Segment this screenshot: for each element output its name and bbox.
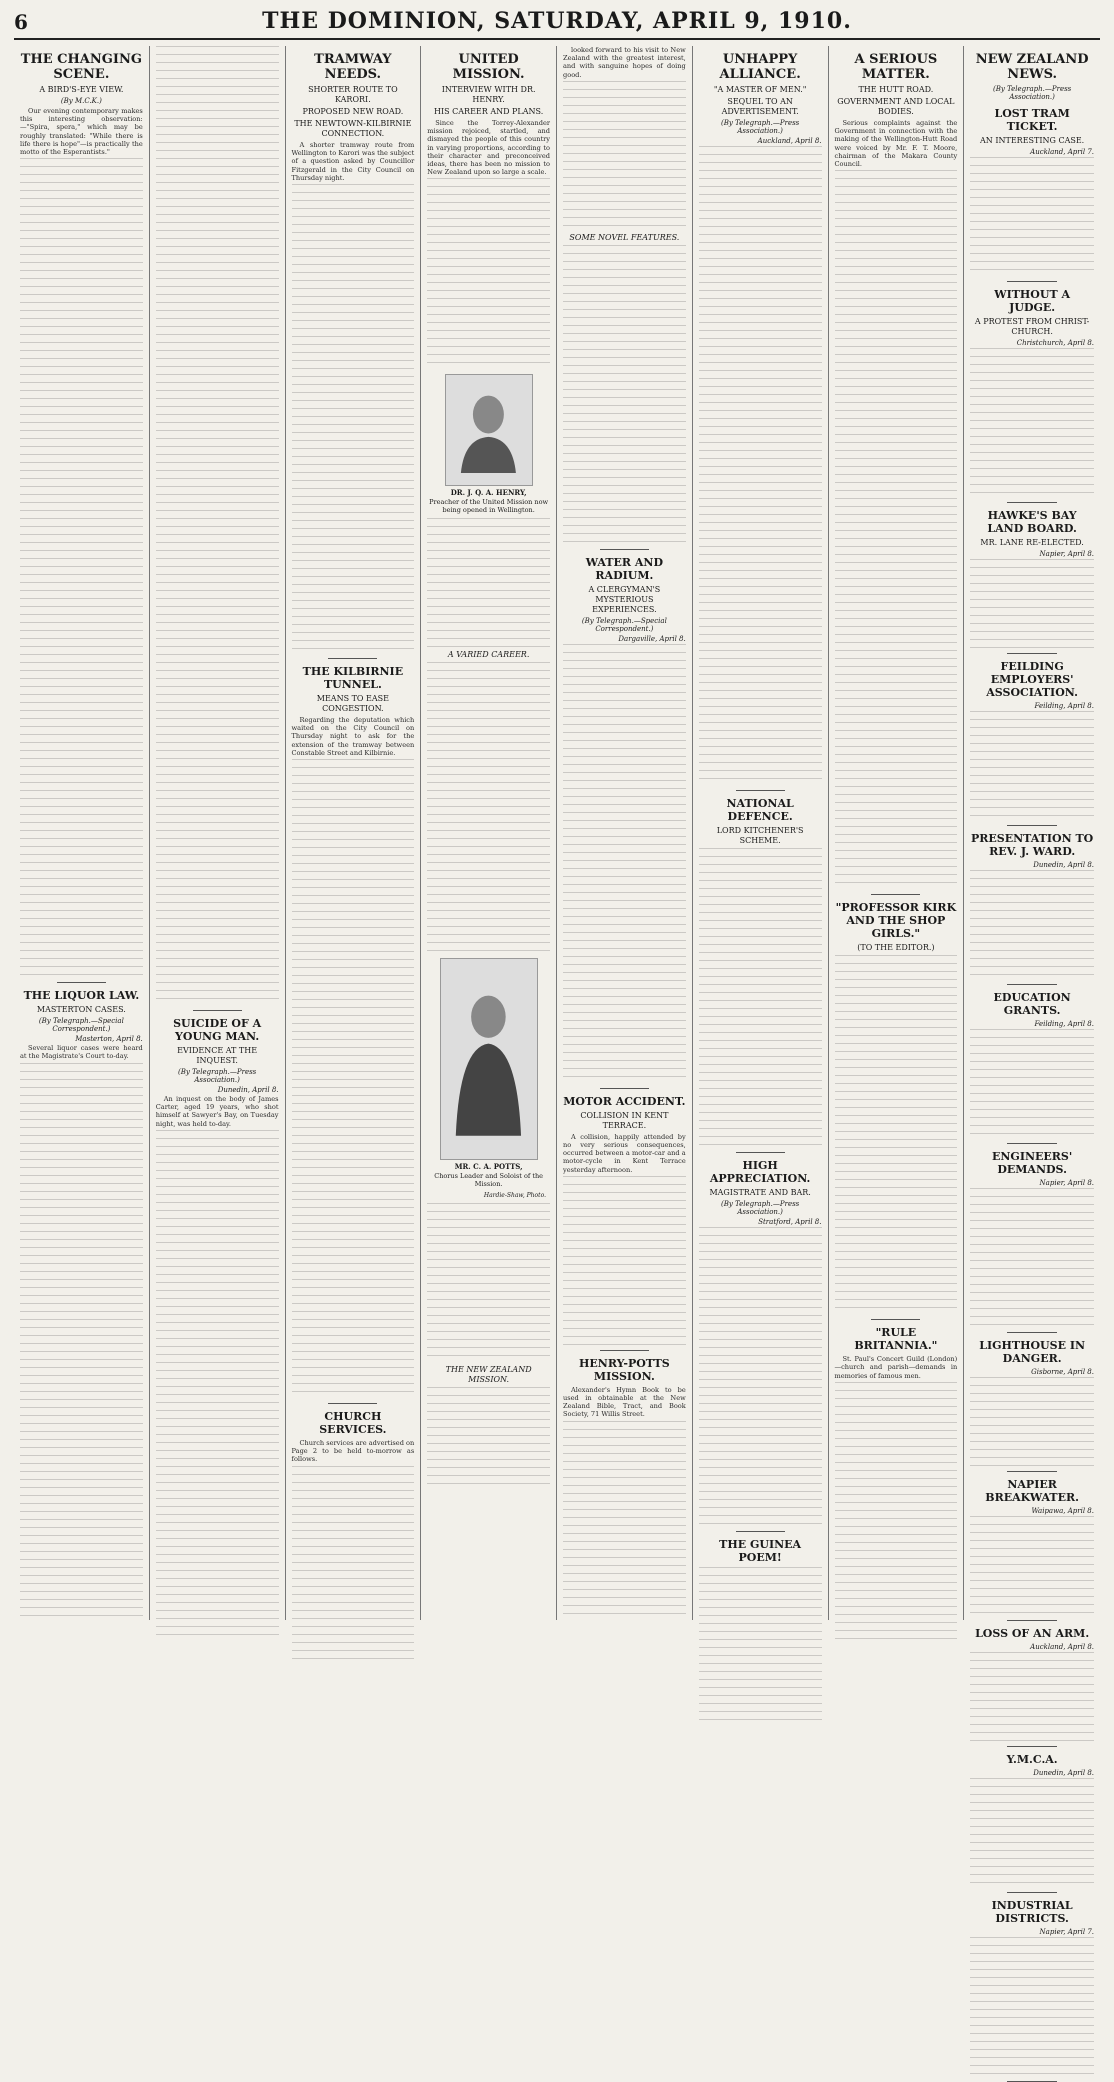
- subhead-novel-features: SOME NOVEL FEATURES.: [569, 232, 680, 242]
- article-body-lines: [970, 1778, 1094, 1888]
- dateline: Feilding, April 8.: [1034, 702, 1094, 710]
- article-body-lines: [292, 1466, 415, 1666]
- news-item: [970, 1753, 1094, 1893]
- article-intro: St. Paul's Concert Guild (London)—church and parish—demands in memories of famous men.: [834, 1355, 958, 1380]
- portrait-caption-detail: Chorus Leader and Soloist of the Mission.: [434, 1172, 543, 1189]
- divider: [736, 1531, 785, 1532]
- divider: [600, 549, 649, 550]
- divider: [600, 1088, 649, 1089]
- column-7: [829, 46, 965, 1620]
- portrait-caption: MR. C. A. POTTS,: [454, 1162, 523, 1172]
- article-body-lines: [835, 1382, 958, 1642]
- news-item-headline: PRESENTATION TO REV. J. WARD.: [970, 832, 1094, 858]
- divider: [871, 894, 920, 895]
- article-body-lines: [699, 146, 822, 786]
- article-body-lines: [427, 178, 550, 368]
- masthead: [14, 4, 1100, 40]
- headline-nz-news: NEW ZEALAND NEWS.: [975, 52, 1089, 82]
- subhead-connection: THE NEWTOWN-KILBIRNIE CONNECTION.: [294, 119, 412, 138]
- article-body-lines: [970, 1652, 1094, 1742]
- article-body-lines: [563, 81, 686, 231]
- article-body-lines: [970, 1029, 1094, 1139]
- columns: [14, 46, 1100, 1936]
- article-intro: Several liquor cases were heard at the Magistrate's Court to-day.: [20, 1044, 143, 1061]
- divider: [1007, 825, 1057, 826]
- article-body-lines: [835, 955, 958, 1315]
- portrait-dr-henry: [445, 374, 533, 486]
- portrait-caption-detail: Preacher of the United Mission now being opened in Wellington.: [429, 498, 549, 515]
- column-5: [557, 46, 693, 1620]
- dateline: Auckland, April 8.: [1030, 1643, 1094, 1651]
- article-body-lines: [699, 848, 822, 1148]
- headline-church-services: CHURCH SERVICES.: [319, 1410, 387, 1437]
- divider: [1007, 1471, 1057, 1472]
- page-number: 6: [14, 10, 28, 34]
- news-item-headline: WITHOUT A JUDGE.: [994, 288, 1071, 314]
- news-item-headline: LOSS OF AN ARM.: [975, 1627, 1090, 1640]
- headline-rule-britannia: "RULE BRITANNIA.": [854, 1326, 938, 1353]
- subhead-nz-mission: THE NEW ZEALAND MISSION.: [445, 1365, 532, 1385]
- dateline: Dargaville, April 8.: [618, 634, 686, 643]
- article-intro: A collision, happily attended by no very serious consequences, occurred between a motor-car and a motor-cycle in Kent Terrace yesterday afternoon.: [563, 1132, 686, 1174]
- article-body-lines: [970, 1188, 1094, 1328]
- dateline: Napier, April 7.: [1039, 1928, 1094, 1936]
- dateline: Dunedin, April 8.: [1033, 1769, 1094, 1777]
- headline-national-defence: NATIONAL DEFENCE.: [726, 797, 794, 823]
- column-2: [150, 46, 286, 1620]
- article-body-lines: [20, 1063, 143, 1623]
- news-item-headline: HAWKE'S BAY LAND BOARD.: [987, 509, 1077, 535]
- headline-professor-kirk: "PROFESSOR KIRK AND THE SHOP GIRLS.": [835, 901, 957, 941]
- headline-kilbirnie-tunnel: THE KILBIRNIE TUNNEL.: [302, 665, 404, 692]
- news-item-subhead: AN INTERESTING CASE.: [980, 136, 1085, 145]
- article-body-lines: [970, 1377, 1094, 1467]
- article-body-lines: [970, 348, 1094, 498]
- subhead-hutt-road: THE HUTT ROAD.: [858, 85, 934, 94]
- dateline: Auckland, April 7.: [1030, 148, 1094, 156]
- news-item: [970, 509, 1094, 654]
- news-item: [970, 991, 1094, 1144]
- nz-news-list: [970, 107, 1094, 2082]
- headline-changing-scene: THE CHANGING SCENE.: [20, 52, 142, 82]
- subhead-interview: INTERVIEW WITH DR. HENRY.: [441, 85, 536, 104]
- subhead-new-road: PROPOSED NEW ROAD.: [302, 107, 404, 116]
- dateline: Napier, April 8.: [1039, 1179, 1094, 1187]
- article-intro: Regarding the deputation which waited on the City Council on Thursday night to ask for the extension of the tramway between Constable Street and Kilbirnie.: [291, 716, 415, 757]
- article-body-lines: [563, 1176, 686, 1346]
- divider: [1007, 1620, 1057, 1621]
- dateline: Waipawa, April 8.: [1031, 1507, 1094, 1515]
- news-item: [970, 1627, 1094, 1747]
- news-item: [970, 107, 1094, 282]
- byline: (By Telegraph.—Press Association.): [720, 119, 800, 135]
- photo-credit: Hardie-Shaw, Photo.: [483, 1192, 546, 1200]
- subhead-magistrate-bar: MAGISTRATE AND BAR.: [709, 1188, 811, 1197]
- dateline: Auckland, April 8.: [757, 137, 822, 145]
- column-6: [693, 46, 829, 1620]
- article-body-lines: [699, 1227, 822, 1527]
- headline-motor-accident: MOTOR ACCIDENT.: [563, 1094, 686, 1108]
- dateline: Stratford, April 8.: [758, 1218, 822, 1226]
- portrait-caption: DR. J. Q. A. HENRY,: [450, 488, 527, 498]
- article-intro: Our evening contemporary makes this interesting observation:—"Spira, spera," which may be roughly translated: "While there is life there is hope"—is practically the motto of the Esperantists.": [20, 107, 143, 157]
- divider: [193, 1010, 242, 1011]
- portrait-icon: [454, 386, 523, 474]
- article-body-lines: [970, 1937, 1094, 2077]
- headline-united-mission: UNITED MISSION.: [452, 52, 525, 82]
- subhead-shorter-route: SHORTER ROUTE TO KARORI.: [308, 85, 398, 104]
- headline-henry-potts: HENRY-POTTS MISSION.: [579, 1356, 670, 1383]
- divider: [57, 982, 106, 983]
- divider: [871, 1319, 920, 1320]
- divider: [1007, 1892, 1057, 1893]
- headline-suicide: SUICIDE OF A YOUNG MAN.: [173, 1017, 262, 1043]
- divider: [736, 1152, 785, 1153]
- article-body-lines: [970, 157, 1094, 277]
- news-item-headline: ENGINEERS' DEMANDS.: [991, 1150, 1073, 1176]
- headline-unhappy-alliance: UNHAPPY ALLIANCE.: [719, 52, 801, 82]
- byline: (By M.C.K.): [60, 97, 102, 105]
- divider: [736, 790, 785, 791]
- subhead-government-local: GOVERNMENT AND LOCAL BODIES.: [837, 97, 955, 116]
- news-item-headline: FEILDING EMPLOYERS' ASSOCIATION.: [986, 660, 1078, 699]
- divider: [1007, 653, 1057, 654]
- headline-serious-matter: A SERIOUS MATTER.: [854, 52, 938, 82]
- article-intro: Since the Torrey-Alexander mission rejoiced, startled, and dismayed the people of this country in varying proportions, according to their character and preconceived ideas, there has been no mission to New Zealand upon so large a scale.: [427, 119, 550, 177]
- article-body-lines: [970, 1516, 1094, 1616]
- news-item-headline: Y.M.C.A.: [1006, 1753, 1058, 1766]
- column-3: [286, 46, 422, 1620]
- news-item-headline: INDUSTRIAL DISTRICTS.: [991, 1899, 1073, 1925]
- divider: [1007, 281, 1057, 282]
- headline-high-appreciation: HIGH APPRECIATION.: [709, 1159, 811, 1185]
- dateline: Dunedin, April 8.: [217, 1086, 279, 1094]
- subhead-congestion: MEANS TO EASE CONGESTION.: [316, 694, 389, 714]
- article-body-lines: [292, 184, 415, 654]
- article-body-lines: [156, 46, 279, 1006]
- headline-water-radium: WATER AND RADIUM.: [585, 555, 663, 582]
- news-item: [970, 660, 1094, 826]
- headline-guinea-poem: THE GUINEA POEM!: [719, 1538, 802, 1564]
- headline-liquor-law: THE LIQUOR LAW.: [23, 989, 140, 1003]
- divider: [600, 1350, 649, 1351]
- article-body-lines: [427, 1203, 550, 1363]
- news-item-headline: EDUCATION GRANTS.: [993, 991, 1071, 1017]
- news-item-headline: LOST TRAM TICKET.: [994, 107, 1070, 133]
- news-item-subhead: MR. LANE RE-ELECTED.: [980, 538, 1084, 547]
- article-body-lines: [563, 245, 686, 545]
- divider: [328, 658, 377, 659]
- portrait-mr-potts: [440, 958, 538, 1160]
- dateline: Masterton, April 8.: [75, 1035, 143, 1044]
- subhead-kent-terrace: COLLISION IN KENT TERRACE.: [580, 1110, 669, 1130]
- subhead-masterton-cases: MASTERTON CASES.: [36, 1005, 126, 1015]
- news-item: [970, 1150, 1094, 1333]
- subhead-clergyman: A CLERGYMAN'S MYSTERIOUS EXPERIENCES.: [588, 584, 661, 614]
- divider: [1007, 1332, 1057, 1333]
- divider: [328, 1403, 377, 1404]
- article-body-lines: [427, 662, 550, 952]
- article-body-lines: [970, 559, 1094, 649]
- column-8: [964, 46, 1100, 1936]
- subhead-kitchener: LORD KITCHENER'S SCHEME.: [716, 826, 804, 845]
- article-intro: Alexander's Hymn Book to be used in obtainable at the New Zealand Bible, Tract, and Book Society, 71 Willis Street.: [563, 1385, 686, 1419]
- news-item-headline: LIGHTHOUSE IN DANGER.: [979, 1339, 1086, 1365]
- column-1: [14, 46, 150, 1620]
- byline: (By Telegraph.—Press Association.): [992, 85, 1072, 101]
- dateline: Dunedin, April 8.: [1033, 861, 1094, 869]
- article-intro: An inquest on the body of James Carter, aged 19 years, who shot himself at Sawyer's Bay, on Tuesday night, was held to-day.: [155, 1095, 279, 1128]
- news-item: [970, 832, 1094, 985]
- news-item: [970, 288, 1094, 503]
- news-item-subhead: A PROTEST FROM CHRIST-CHURCH.: [974, 317, 1090, 336]
- portrait-icon: [450, 979, 527, 1139]
- subhead-birds-eye-view: A BIRD'S-EYE VIEW.: [39, 85, 124, 94]
- subhead-career: HIS CAREER AND PLANS.: [433, 107, 544, 116]
- article-body-lines: [20, 158, 143, 978]
- dateline: Napier, April 8.: [1039, 550, 1094, 558]
- article-continuation: looked forward to his visit to New Zealand with the greatest interest, and with sanguine hopes of doing good.: [563, 46, 686, 79]
- divider: [1007, 984, 1057, 985]
- byline: (By Telegraph.—Special Correspondent.): [38, 1017, 124, 1034]
- article-body-lines: [156, 1130, 279, 1640]
- subhead-to-the-editor: (TO THE EDITOR.): [857, 943, 935, 953]
- byline: (By Telegraph.—Press Association.): [177, 1068, 257, 1084]
- byline: (By Telegraph.—Press Association.): [720, 1200, 800, 1216]
- newspaper-title: THE DOMINION, SATURDAY, APRIL 9, 1910.: [262, 8, 852, 34]
- news-item: [970, 1899, 1094, 2082]
- article-intro: Serious complaints against the Government in connection with the making of the Wellington-Hutt Road were voiced by Mr. F. T. Moore, chairman of the Makara County Council.: [834, 119, 958, 169]
- article-body-lines: [835, 170, 958, 890]
- article-body-lines: [427, 1387, 550, 1487]
- subhead-inquest: EVIDENCE AT THE INQUEST.: [177, 1046, 258, 1065]
- news-item: [970, 1478, 1094, 1621]
- article-body-lines: [292, 759, 415, 1399]
- article-body-lines: [563, 644, 686, 1084]
- article-intro: A shorter tramway route from Wellington to Karori was the subject of a question asked by Councillor Fitzgerald in the City Council on Thursday night.: [291, 141, 415, 182]
- article-body-lines: [699, 1567, 822, 1727]
- divider: [1007, 1746, 1057, 1747]
- column-4: [421, 46, 557, 1620]
- dateline: Christchurch, April 8.: [1016, 339, 1094, 347]
- news-item-headline: NAPIER BREAKWATER.: [985, 1478, 1079, 1504]
- divider: [1007, 502, 1057, 503]
- headline-tramway-needs: TRAMWAY NEEDS.: [314, 52, 392, 82]
- dateline: Feilding, April 8.: [1034, 1020, 1094, 1028]
- article-body-lines: [427, 518, 550, 648]
- article-body-lines: [970, 870, 1094, 980]
- byline: (By Telegraph.—Special Correspondent.): [581, 616, 667, 633]
- subhead-varied-career: A VARIED CAREER.: [447, 650, 530, 660]
- divider: [1007, 1143, 1057, 1144]
- dateline: Gisborne, April 8.: [1031, 1368, 1094, 1376]
- subhead-sequel: SEQUEL TO AN ADVERTISEMENT.: [721, 97, 799, 116]
- article-body-lines: [970, 711, 1094, 821]
- article-body-lines: [563, 1421, 686, 1621]
- article-intro: Church services are advertised on Page 2 to be held to-morrow as follows.: [291, 1439, 415, 1464]
- subhead-master-of-men: "A MASTER OF MEN.": [713, 85, 807, 94]
- news-item: [970, 1339, 1094, 1472]
